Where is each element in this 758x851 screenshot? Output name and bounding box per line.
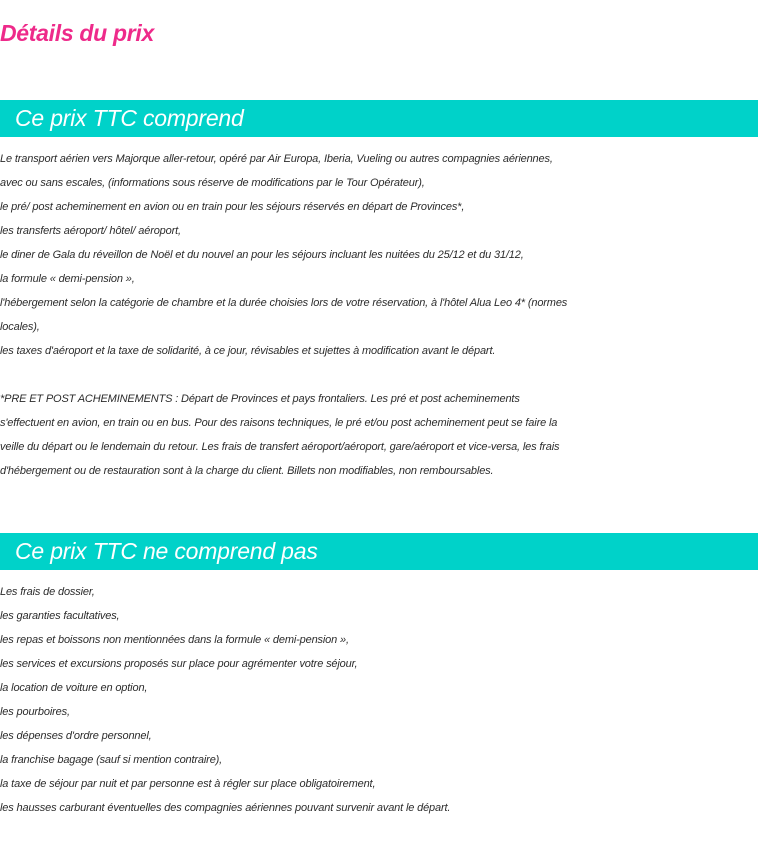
excludes-line: les pourboires, bbox=[0, 706, 70, 718]
excludes-line: Les frais de dossier, bbox=[0, 586, 95, 598]
includes-line: les taxes d'aéroport et la taxe de solidarité, à ce jour, révisables et sujettes à modification avant le départ. bbox=[0, 345, 496, 357]
includes-line: la formule « demi-pension », bbox=[0, 273, 135, 285]
excludes-line: les dépenses d'ordre personnel, bbox=[0, 730, 152, 742]
includes-line: locales), bbox=[0, 321, 40, 333]
excludes-heading: Ce prix TTC ne comprend pas bbox=[0, 533, 758, 570]
excludes-line: les services et excursions proposés sur place pour agrémenter votre séjour, bbox=[0, 658, 358, 670]
includes-line: le pré/ post acheminement en avion ou en train pour les séjours réservés en départ de Provinces*, bbox=[0, 201, 465, 213]
includes-line: l'hébergement selon la catégorie de chambre et la durée choisies lors de votre réservation, à l'hôtel Alua Leo 4* (normes bbox=[0, 297, 568, 309]
includes-line: avec ou sans escales, (informations sous réserve de modifications par le Tour Opérateur), bbox=[0, 177, 425, 189]
includes-line: le diner de Gala du réveillon de Noël et du nouvel an pour les séjours incluant les nuitées du 25/12 et du 31/12, bbox=[0, 249, 524, 261]
transfer-note-line: s'effectuent en avion, en train ou en bus. Pour des raisons techniques, le pré et/ou post acheminement peut se faire la bbox=[0, 417, 558, 429]
excludes-line: les repas et boissons non mentionnées dans la formule « demi-pension », bbox=[0, 634, 349, 646]
page-title: Détails du prix bbox=[0, 20, 154, 46]
excludes-line: la taxe de séjour par nuit et par personne est à régler sur place obligatoirement, bbox=[0, 778, 376, 790]
includes-line: les transferts aéroport/ hôtel/ aéroport, bbox=[0, 225, 181, 237]
includes-line: Le transport aérien vers Majorque aller-retour, opéré par Air Europa, Iberia, Vueling ou autres compagnies aériennes, bbox=[0, 153, 553, 165]
excludes-line: les garanties facultatives, bbox=[0, 610, 120, 622]
excludes-list bbox=[0, 580, 758, 820]
includes-heading: Ce prix TTC comprend bbox=[0, 100, 758, 137]
transfer-note-line: d'hébergement ou de restauration sont à la charge du client. Billets non modifiables, non remboursables. bbox=[0, 465, 494, 477]
transfer-note bbox=[0, 387, 758, 483]
excludes-line: la franchise bagage (sauf si mention contraire), bbox=[0, 754, 223, 766]
transfer-note-line: veille du départ ou le lendemain du retour. Les frais de transfert aéroport/aéroport, gare/aéroport et vice-versa, les frais bbox=[0, 441, 560, 453]
excludes-line: la location de voiture en option, bbox=[0, 682, 148, 694]
excludes-line: les hausses carburant éventuelles des compagnies aériennes pouvant survenir avant le départ. bbox=[0, 802, 451, 814]
transfer-note-line: *PRE ET POST ACHEMINEMENTS : Départ de Provinces et pays frontaliers. Les pré et post acheminements bbox=[0, 393, 520, 405]
includes-list bbox=[0, 147, 758, 363]
